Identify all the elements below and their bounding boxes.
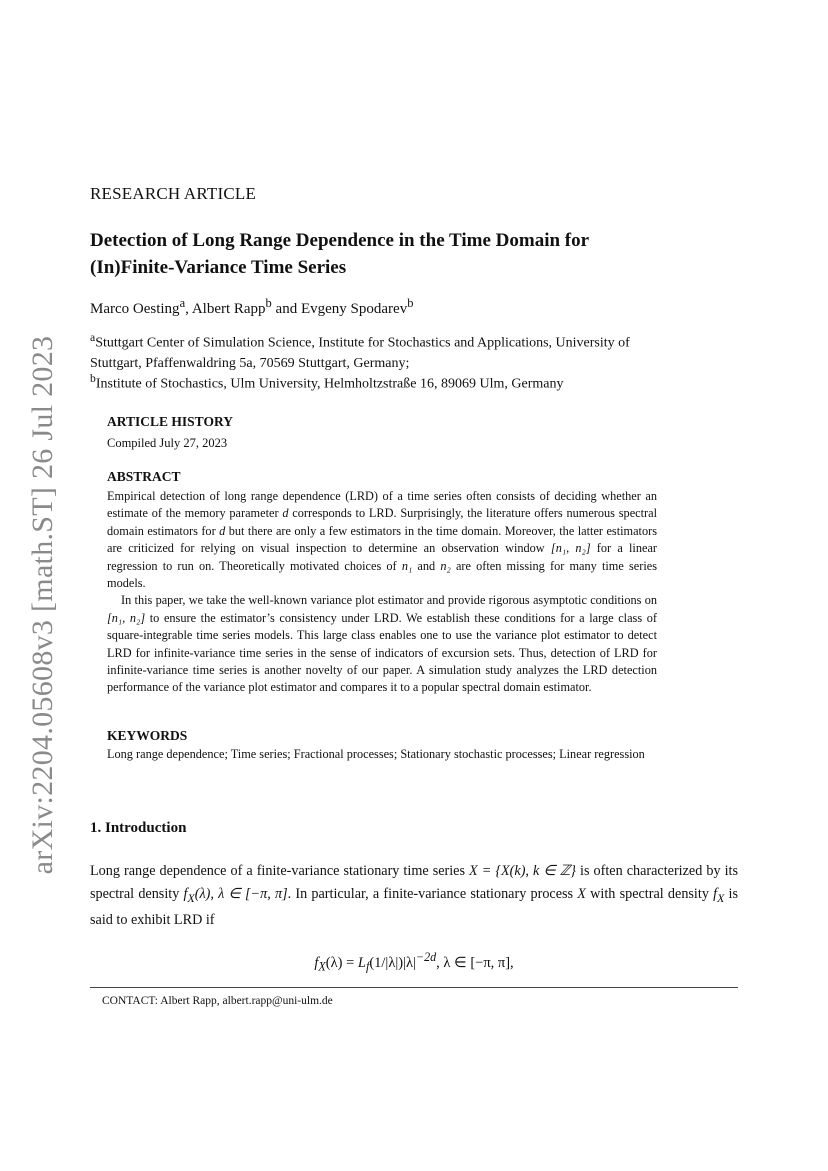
affiliation-marker: a bbox=[90, 331, 96, 344]
body-text: is often characterized by its spectral density bbox=[90, 863, 738, 902]
math-expression: , λ ∈ [−π, π], bbox=[436, 954, 514, 971]
body-text: is said to exhibit LRD if bbox=[90, 885, 738, 928]
author-name: Evgeny Spodarev bbox=[300, 301, 408, 317]
author-separator: and bbox=[271, 301, 301, 317]
abstract-text: Empirical detection of long range dependence (LRD) of a time series often consists of deciding whether an estimate of the memory parameter bbox=[107, 489, 657, 521]
math-subscript: f bbox=[365, 959, 370, 974]
arxiv-sidebar bbox=[22, 335, 64, 875]
article-type-label: RESEARCH ARTICLE bbox=[90, 184, 257, 203]
affiliation-b bbox=[90, 369, 740, 395]
math-subscript: X bbox=[187, 890, 195, 905]
keywords-text: Long range dependence; Time series; Fractional processes; Stationary stochastic processes; Linear regression bbox=[107, 747, 645, 761]
affiliation-text: Stuttgart Center of Simulation Science, Institute for Stochastics and Applications, University of bbox=[95, 335, 630, 351]
math-symbol: n₁ bbox=[401, 558, 413, 573]
abstract-text: are often missing for many time series models. bbox=[107, 558, 657, 591]
affiliation-marker: b bbox=[90, 372, 96, 385]
abstract-heading: ABSTRACT bbox=[107, 469, 181, 484]
math-symbol: [n₁, n₂] bbox=[107, 610, 146, 625]
title-line-1: Detection of Long Range Dependence in the Time Domain for bbox=[90, 230, 590, 251]
abstract-text: and bbox=[412, 558, 441, 573]
math-expression: X bbox=[577, 885, 586, 902]
author-name: Marco Oesting bbox=[90, 301, 180, 317]
abstract-text: to ensure the estimator’s consistency under LRD. We establish these conditions for a large class of square-integrable time series models. This large class enables one to use the variance plot estimator to detect LRD for infinite-variance time series in the sense of indicators of excursion sets. Thus, detection of LRD for infinite-variance time series is another novelty of our paper. A simulation study analyzes the LRD detection performance of the variance plot estimator and compares it to a popular spectral domain estimator. bbox=[107, 610, 657, 695]
math-expression: f bbox=[713, 885, 718, 902]
affiliation-marker: b bbox=[265, 296, 272, 310]
math-symbol: d bbox=[282, 506, 289, 521]
abstract-text: for a linear regression to run on. Theoretically motivated choices of bbox=[107, 541, 658, 573]
math-expression: X = {X(k), k ∈ ℤ} bbox=[469, 863, 576, 879]
math-symbol: [n₁, n₂] bbox=[550, 541, 591, 556]
math-expression: L bbox=[357, 954, 366, 971]
math-expression: f bbox=[183, 885, 188, 902]
author-separator: , bbox=[185, 301, 192, 317]
body-text: . In particular, a finite-variance stationary process bbox=[287, 885, 578, 902]
abstract-text: In this paper, we take the well-known variance plot estimator and provide rigorous asymptotic conditions on bbox=[121, 593, 657, 608]
math-superscript: −2d bbox=[415, 950, 437, 964]
math-expression: (1/|λ|)|λ| bbox=[369, 954, 416, 971]
compiled-date: Compiled July 27, 2023 bbox=[107, 436, 228, 450]
author-name: Albert Rapp bbox=[191, 301, 266, 317]
footnote-divider bbox=[90, 987, 738, 988]
abstract-text: corresponds to LRD. Surprisingly, the literature offers numerous spectral domain estimators for bbox=[107, 506, 657, 538]
lrd-equation bbox=[90, 950, 738, 975]
math-expression: (λ), λ ∈ [−π, π] bbox=[194, 885, 288, 902]
math-expression: f bbox=[314, 954, 319, 971]
author-list bbox=[90, 296, 413, 318]
body-text: Long range dependence of a finite-variance stationary time series bbox=[90, 863, 470, 879]
arxiv-identifier: arXiv:2204.05608v3 [math.ST] 26 Jul 2023 bbox=[26, 335, 59, 875]
math-subscript: X bbox=[717, 890, 725, 905]
math-symbol: d bbox=[219, 523, 226, 538]
body-text: with spectral density bbox=[585, 885, 714, 902]
affiliation-text: Institute of Stochastics, Ulm University, Helmholtzstraße 16, 89069 Ulm, Germany bbox=[95, 376, 564, 392]
abstract-paragraph bbox=[107, 488, 657, 592]
abstract-paragraph bbox=[107, 592, 657, 696]
section-heading-introduction: 1. Introduction bbox=[90, 820, 187, 836]
math-symbol: n₂ bbox=[440, 558, 451, 573]
math-subscript: X bbox=[318, 959, 326, 974]
abstract-body bbox=[107, 488, 657, 697]
math-expression: (λ) = bbox=[325, 954, 358, 971]
affiliation-text: Stuttgart, Pfaffenwaldring 5a, 70569 Stuttgart, Germany; bbox=[90, 355, 410, 371]
affiliation-marker: a bbox=[179, 296, 186, 310]
introduction-paragraph bbox=[90, 860, 738, 931]
affiliation-marker: b bbox=[407, 296, 414, 310]
contact-footnote: CONTACT: Albert Rapp, albert.rapp@uni-ulm.de bbox=[102, 995, 333, 1007]
paper-title bbox=[90, 227, 730, 281]
affiliation-a bbox=[90, 328, 740, 374]
abstract-text: but there are only a few estimators in the time domain. Moreover, the latter estimators are criticized for relying on visual inspection to determine an observation window bbox=[107, 523, 657, 556]
title-line-2: (In)Finite-Variance Time Series bbox=[90, 257, 347, 278]
keywords-heading: KEYWORDS bbox=[107, 728, 188, 743]
history-heading: ARTICLE HISTORY bbox=[107, 414, 233, 429]
